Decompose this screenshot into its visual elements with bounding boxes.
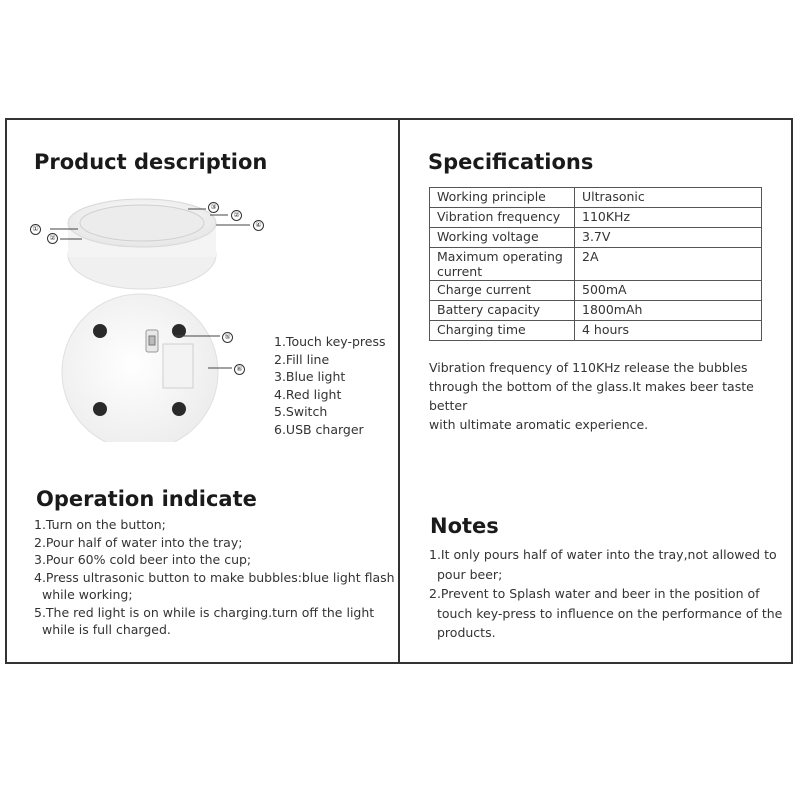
spec-label: Working voltage xyxy=(430,228,575,248)
operation-line: 3.Pour 60% cold beer into the cup; xyxy=(34,552,252,567)
legend-item: 2.Fill line xyxy=(274,351,330,367)
operation-line: 2.Pour half of water into the tray; xyxy=(34,534,243,550)
notes-list xyxy=(429,545,782,643)
spec-value: 110KHz xyxy=(575,208,762,228)
spec-label: Charge current xyxy=(430,281,575,301)
callout-6: ⑥ xyxy=(234,364,245,376)
notes-title: Notes xyxy=(430,514,499,538)
device-bottom-illustration xyxy=(60,292,260,442)
callout-2-left: ② xyxy=(47,233,58,245)
spec-label: Vibration frequency xyxy=(430,208,575,228)
spec-value: Ultrasonic xyxy=(575,188,762,208)
callout-3: ③ xyxy=(208,202,219,214)
legend-item: 5.Switch xyxy=(274,404,328,419)
note-line: products. xyxy=(437,625,496,640)
table-row xyxy=(430,248,762,281)
spec-value: 500mA xyxy=(575,281,762,301)
note-line: 1.It only pours half of water into the tray,not allowed to xyxy=(429,547,777,562)
spec-label: Battery capacity xyxy=(430,301,575,321)
specifications-title: Specifications xyxy=(428,150,594,174)
operation-steps xyxy=(34,516,395,639)
callout-2-right: ② xyxy=(231,210,242,222)
table-row xyxy=(430,281,762,301)
spec-label: Charging time xyxy=(430,321,575,341)
operation-line: 1.Turn on the button; xyxy=(34,517,166,532)
column-divider xyxy=(398,118,400,664)
specifications-description xyxy=(429,358,789,434)
table-row xyxy=(430,301,762,321)
callout-4: ④ xyxy=(253,220,264,232)
operation-title: Operation indicate xyxy=(36,487,257,511)
callout-1: ① xyxy=(30,224,41,236)
note-line: 2.Prevent to Splash water and beer in the position of xyxy=(429,586,760,601)
spec-label: Working principle xyxy=(430,188,575,208)
device-top-illustration xyxy=(20,185,280,295)
spec-value: 3.7V xyxy=(575,228,762,248)
table-row xyxy=(430,321,762,341)
description-line: through the bottom of the glass.It makes beer taste better xyxy=(429,379,754,413)
operation-line: 4.Press ultrasonic button to make bubbles:blue light flash xyxy=(34,569,395,585)
callout-5: ⑤ xyxy=(222,332,233,344)
specifications-table xyxy=(429,187,762,341)
operation-line: while is full charged. xyxy=(42,622,171,637)
operation-line: while working; xyxy=(42,587,133,602)
parts-legend xyxy=(274,333,385,438)
table-row xyxy=(430,188,762,208)
table-row xyxy=(430,208,762,228)
note-line: touch key-press to influence on the performance of the xyxy=(437,605,783,621)
description-line: Vibration frequency of 110KHz release the bubbles xyxy=(429,360,748,375)
operation-line: 5.The red light is on while is charging.turn off the light xyxy=(34,604,375,620)
legend-item: 3.Blue light xyxy=(274,369,346,384)
spec-label: Maximum operating current xyxy=(430,248,575,281)
product-description-title: Product description xyxy=(34,150,268,174)
spec-value: 1800mAh xyxy=(575,301,762,321)
description-line: with ultimate aromatic experience. xyxy=(429,417,649,432)
legend-item: 1.Touch key-press xyxy=(274,334,386,349)
spec-value: 4 hours xyxy=(575,321,762,341)
legend-item: 4.Red light xyxy=(274,386,342,402)
note-line: pour beer; xyxy=(437,566,503,582)
spec-value: 2A xyxy=(575,248,762,281)
legend-item: 6.USB charger xyxy=(274,421,364,437)
table-row xyxy=(430,228,762,248)
